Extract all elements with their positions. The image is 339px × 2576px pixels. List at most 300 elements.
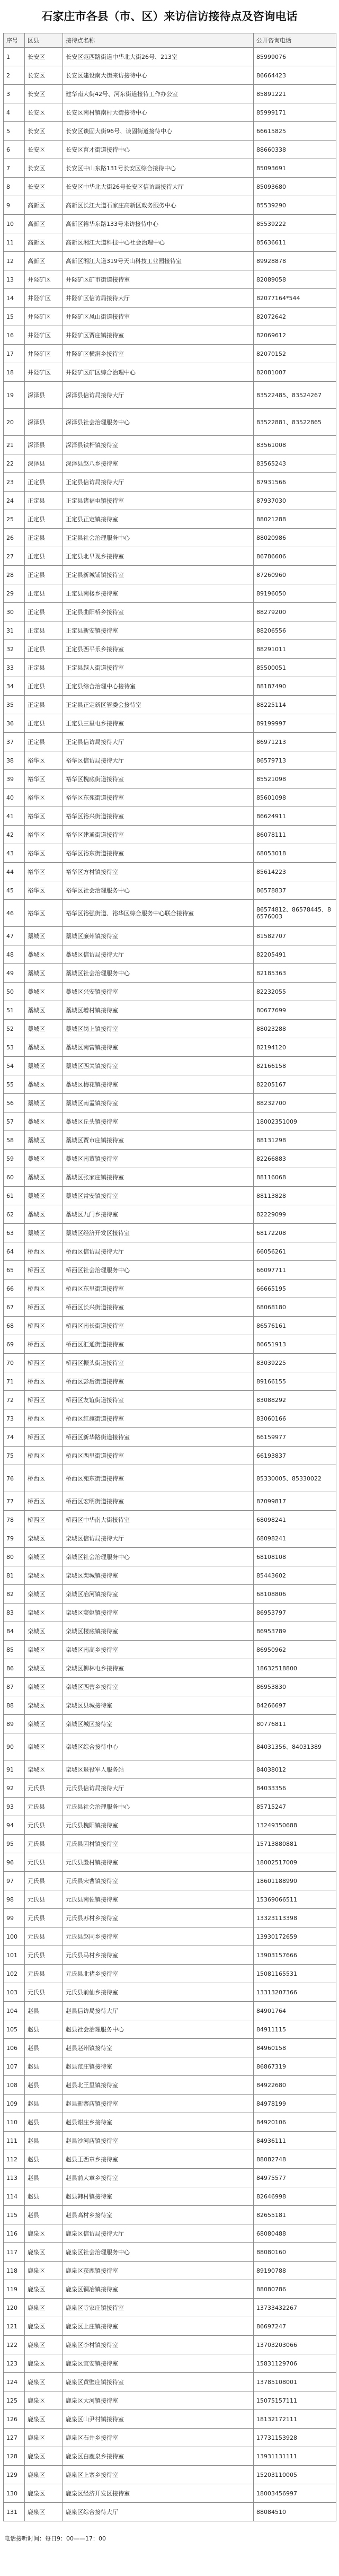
cell-office-name: 桥西区红旗街道接待室 [63,1409,254,1428]
cell-phone: 15831129706 [254,2354,336,2373]
cell-index: 44 [4,863,25,881]
cell-phone: 66056261 [254,1242,336,1261]
table-row [4,122,336,141]
cell-index: 121 [4,2317,25,2336]
cell-office-name: 裕华区方村镇接待室 [63,863,254,881]
cell-district: 鹿泉区 [25,2410,63,2429]
cell-district: 桥西区 [25,1391,63,1409]
cell-office-name: 栾城区社会治理服务中心 [63,1548,254,1566]
cell-office-name: 栾城区县城接待室 [63,1696,254,1715]
cell-phone: 85715247 [254,1798,336,1816]
table-row [4,2020,336,2039]
cell-index: 55 [4,1075,25,1094]
cell-office-name: 藁城区经济开发区接待室 [63,1224,254,1242]
cell-district: 赵县 [25,2206,63,2224]
cell-phone: 86953789 [254,1622,336,1641]
table-row [4,1150,336,1168]
cell-district: 井陉矿区 [25,363,63,382]
cell-index: 128 [4,2447,25,2466]
table-row [4,252,336,270]
cell-index: 23 [4,473,25,492]
cell-index: 113 [4,2169,25,2187]
cell-office-name: 裕华区社会治理服务中心 [63,881,254,900]
table-row [4,1890,336,1909]
cell-phone: 89196050 [254,584,336,603]
cell-office-name: 赵县韩村镇接待室 [63,2187,254,2206]
cell-phone: 85999171 [254,103,336,122]
cell-index: 123 [4,2354,25,2373]
cell-phone: 68080488 [254,2224,336,2243]
cell-index: 35 [4,696,25,714]
table-row [4,345,336,363]
cell-district: 桥西区 [25,1372,63,1391]
cell-district: 鹿泉区 [25,2299,63,2317]
cell-index: 48 [4,945,25,964]
cell-phone: 13733432267 [254,2299,336,2317]
table-row [4,2373,336,2391]
table-row [4,566,336,584]
cell-district: 桥西区 [25,1409,63,1428]
cell-district: 藁城区 [25,1168,63,1187]
table-row [4,1909,336,1927]
table-row [4,1168,336,1187]
cell-district: 长安区 [25,178,63,196]
cell-office-name: 桥西区彭后街道接待室 [63,1372,254,1391]
cell-index: 29 [4,584,25,603]
table-row [4,1057,336,1075]
cell-index: 20 [4,409,25,436]
table-row [4,2391,336,2410]
cell-office-name: 长安区育才街道接待中心 [63,141,254,159]
cell-district: 正定县 [25,492,63,510]
table-row [4,1094,336,1112]
table-row [4,1585,336,1604]
cell-office-name: 桥西区宏明街道接待室 [63,1492,254,1511]
cell-index: 66 [4,1280,25,1298]
cell-phone: 81582707 [254,927,336,945]
cell-index: 4 [4,103,25,122]
cell-index: 40 [4,788,25,807]
table-row [4,85,336,103]
cell-office-name: 鹿泉区上庄镇接待室 [63,2317,254,2336]
table-row [4,1779,336,1798]
cell-index: 80 [4,1548,25,1566]
table-row [4,1760,336,1779]
cell-phone: 13313207366 [254,1983,336,2002]
cell-office-name: 藁城区丘头镇接待室 [63,1112,254,1131]
cell-phone: 82072642 [254,308,336,326]
reception-table [3,33,336,2521]
cell-index: 77 [4,1492,25,1511]
table-row [4,270,336,289]
cell-phone: 82077164*544 [254,289,336,308]
table-row [4,945,336,964]
cell-office-name: 元氏县因村镇接待室 [63,1835,254,1853]
table-row [4,696,336,714]
cell-district: 井陉矿区 [25,270,63,289]
table-row [4,1242,336,1261]
cell-phone: 82266883 [254,1150,336,1168]
cell-phone: 84978199 [254,2095,336,2113]
table-row [4,2095,336,2113]
cell-district: 藁城区 [25,1187,63,1205]
cell-office-name: 赵县新寨店镇接待室 [63,2095,254,2113]
cell-office-name: 高新区湘江大道319号天山科技工业园接待室 [63,252,254,270]
table-row [4,1075,336,1094]
cell-office-name: 裕华区东苑街道接待室 [63,788,254,807]
cell-district: 栾城区 [25,1696,63,1715]
cell-district: 正定县 [25,603,63,621]
cell-index: 38 [4,751,25,770]
cell-district: 正定县 [25,621,63,640]
table-row [4,927,336,945]
cell-district: 藁城区 [25,1038,63,1057]
table-row [4,770,336,788]
cell-office-name: 建华南大街42号、河东街道接待工作办公室 [63,85,254,103]
cell-district: 正定县 [25,566,63,584]
cell-index: 45 [4,881,25,900]
cell-phone: 13785108001 [254,2373,336,2391]
cell-phone: 82229099 [254,1205,336,1224]
cell-district: 赵县 [25,2095,63,2113]
cell-office-name: 鹿泉区宜安镇接待室 [63,2354,254,2373]
cell-district: 裕华区 [25,881,63,900]
cell-office-name: 正定县正定新区管委会接待室 [63,696,254,714]
cell-district: 高新区 [25,215,63,233]
cell-district: 元氏县 [25,1909,63,1927]
cell-district: 藁城区 [25,1075,63,1094]
cell-phone: 88084510 [254,2503,336,2521]
cell-office-name: 桥西区友谊街道接待室 [63,1391,254,1409]
cell-office-name: 鹿泉区铜冶镇接待室 [63,2280,254,2299]
cell-phone: 80776811 [254,1715,336,1733]
table-row [4,1038,336,1057]
cell-district: 桥西区 [25,1261,63,1280]
table-row [4,141,336,159]
cell-district: 桥西区 [25,1465,63,1492]
cell-phone: 15075157111 [254,2391,336,2410]
cell-index: 12 [4,252,25,270]
cell-phone: 13931131111 [254,2447,336,2466]
cell-phone: 13249350688 [254,1816,336,1835]
table-row [4,1946,336,1965]
cell-phone: 88023288 [254,1020,336,1038]
cell-office-name: 鹿泉区寺家庄镇接待室 [63,2299,254,2317]
cell-office-name: 元氏县殷村镇接待室 [63,1853,254,1872]
table-row [4,1428,336,1447]
cell-index: 50 [4,983,25,1001]
cell-index: 31 [4,621,25,640]
cell-phone: 83522485、83524267 [254,382,336,409]
cell-index: 75 [4,1447,25,1465]
cell-district: 藁城区 [25,1150,63,1168]
cell-index: 79 [4,1529,25,1548]
cell-office-name: 鹿泉区信访局接待大厅 [63,2224,254,2243]
cell-office-name: 藁城区张家庄镇接待室 [63,1168,254,1187]
table-row [4,196,336,215]
cell-phone: 85539290 [254,196,336,215]
cell-phone: 86950962 [254,1641,336,1659]
cell-district: 栾城区 [25,1760,63,1779]
cell-office-name: 元氏县北褚乡接待室 [63,1965,254,1983]
cell-district: 裕华区 [25,900,63,927]
cell-index: 97 [4,1872,25,1890]
cell-office-name: 栾城区信访局接待大厅 [63,1529,254,1548]
cell-phone: 88232700 [254,1094,336,1112]
cell-index: 96 [4,1853,25,1872]
cell-district: 藁城区 [25,983,63,1001]
cell-phone: 86953797 [254,1604,336,1622]
cell-phone: 82081007 [254,363,336,382]
cell-index: 81 [4,1566,25,1585]
cell-district: 正定县 [25,640,63,659]
cell-office-name: 赵县社会治理服务中心 [63,2020,254,2039]
table-row [4,233,336,252]
cell-phone: 86078111 [254,826,336,844]
cell-office-name: 鹿泉区上寨乡接待室 [63,2466,254,2484]
cell-index: 3 [4,85,25,103]
cell-district: 鹿泉区 [25,2503,63,2521]
cell-index: 33 [4,659,25,677]
table-row [4,881,336,900]
cell-district: 藁城区 [25,1001,63,1020]
cell-district: 桥西区 [25,1511,63,1529]
table-row [4,1354,336,1372]
cell-office-name: 赵县沙河店镇接待室 [63,2132,254,2150]
cell-district: 元氏县 [25,1890,63,1909]
cell-index: 117 [4,2243,25,2262]
table-row [4,1112,336,1131]
cell-district: 赵县 [25,2002,63,2020]
cell-office-name: 元氏县马村乡接待室 [63,1946,254,1965]
table-row [4,844,336,863]
cell-index: 52 [4,1020,25,1038]
cell-office-name: 藁城区贾市庄镇接待室 [63,1131,254,1150]
table-row [4,1566,336,1585]
cell-office-name: 正定县三里屯乡接待室 [63,714,254,733]
cell-index: 17 [4,345,25,363]
cell-district: 鹿泉区 [25,2280,63,2299]
cell-phone: 83522881、83522865 [254,409,336,436]
cell-district: 井陉矿区 [25,289,63,308]
cell-district: 元氏县 [25,1798,63,1816]
table-row [4,382,336,409]
cell-district: 藁城区 [25,945,63,964]
cell-phone: 84975577 [254,2169,336,2187]
cell-index: 5 [4,122,25,141]
table-header-row [4,33,336,48]
cell-phone: 85601098 [254,788,336,807]
cell-phone: 84031356、84031389 [254,1733,336,1760]
cell-index: 39 [4,770,25,788]
cell-phone: 68098241 [254,1511,336,1529]
table-row [4,603,336,621]
cell-district: 鹿泉区 [25,2262,63,2280]
cell-index: 60 [4,1168,25,1187]
cell-phone: 88082748 [254,2150,336,2169]
cell-index: 82 [4,1585,25,1604]
cell-phone: 88279200 [254,603,336,621]
cell-district: 高新区 [25,233,63,252]
cell-office-name: 栾城区楼底镇接待室 [63,1622,254,1641]
cell-index: 91 [4,1760,25,1779]
cell-phone: 88080160 [254,2243,336,2262]
cell-index: 16 [4,326,25,345]
cell-office-name: 深泽县赵八乡接待室 [63,454,254,473]
cell-office-name: 长安区范西路街道中华北大街26号、213室 [63,48,254,66]
cell-phone: 85999076 [254,48,336,66]
cell-office-name: 桥西区新华路街道接待室 [63,1428,254,1447]
cell-district: 桥西区 [25,1354,63,1372]
cell-office-name: 元氏县槐阳镇接待室 [63,1816,254,1835]
table-row [4,1529,336,1548]
table-row [4,510,336,529]
cell-index: 124 [4,2373,25,2391]
cell-phone: 88225114 [254,696,336,714]
cell-phone: 85521098 [254,770,336,788]
table-row [4,1798,336,1816]
cell-phone: 66159977 [254,1428,336,1447]
cell-index: 28 [4,566,25,584]
table-row [4,1715,336,1733]
cell-index: 9 [4,196,25,215]
cell-district: 深泽县 [25,382,63,409]
cell-district: 栾城区 [25,1585,63,1604]
cell-index: 116 [4,2224,25,2243]
table-row [4,1020,336,1038]
cell-office-name: 桥西区中华南大街接待室 [63,1511,254,1529]
table-row [4,1983,336,2002]
cell-district: 藁城区 [25,1057,63,1075]
cell-office-name: 鹿泉区经济开发区接待室 [63,2484,254,2503]
cell-index: 114 [4,2187,25,2206]
cell-district: 元氏县 [25,1779,63,1798]
table-row [4,2317,336,2336]
cell-phone: 86576161 [254,1317,336,1335]
cell-phone: 84038012 [254,1760,336,1779]
table-row [4,2224,336,2243]
cell-index: 86 [4,1659,25,1678]
cell-district: 鹿泉区 [25,2447,63,2466]
cell-index: 58 [4,1131,25,1150]
cell-office-name: 桥西区信访局接待大厅 [63,1242,254,1261]
table-row [4,2280,336,2299]
table-row [4,1733,336,1760]
cell-district: 长安区 [25,85,63,103]
cell-office-name: 井陉矿区横涧乡接待室 [63,345,254,363]
cell-index: 56 [4,1094,25,1112]
cell-district: 正定县 [25,547,63,566]
cell-district: 正定县 [25,473,63,492]
cell-office-name: 鹿泉区综合接待大厅 [63,2503,254,2521]
cell-phone: 85891221 [254,85,336,103]
cell-district: 裕华区 [25,863,63,881]
cell-office-name: 赵县北王里镇接待室 [63,2076,254,2095]
table-row [4,2206,336,2224]
cell-index: 107 [4,2057,25,2076]
cell-office-name: 赵县高村乡接待室 [63,2206,254,2224]
cell-district: 藁城区 [25,1094,63,1112]
cell-district: 元氏县 [25,1835,63,1853]
table-row [4,1224,336,1242]
cell-phone: 17731153928 [254,2429,336,2447]
cell-phone: 82185363 [254,964,336,983]
cell-office-name: 井陉矿区贾庄镇接待室 [63,326,254,345]
cell-index: 105 [4,2020,25,2039]
cell-office-name: 栾城区城区接待室 [63,1715,254,1733]
cell-district: 元氏县 [25,1965,63,1983]
table-row [4,529,336,547]
cell-phone: 84033356 [254,1779,336,1798]
table-row [4,733,336,751]
cell-phone: 87937030 [254,492,336,510]
cell-district: 长安区 [25,159,63,178]
cell-index: 78 [4,1511,25,1529]
cell-phone: 86971213 [254,733,336,751]
cell-phone: 87931566 [254,473,336,492]
table-row [4,1696,336,1715]
cell-office-name: 桥西区苑东街道接待室 [63,1465,254,1492]
cell-district: 深泽县 [25,409,63,436]
table-row [4,640,336,659]
cell-index: 71 [4,1372,25,1391]
table-row [4,1447,336,1465]
cell-phone: 84936111 [254,2132,336,2150]
cell-district: 桥西区 [25,1428,63,1447]
cell-phone: 82646998 [254,2187,336,2206]
cell-index: 115 [4,2206,25,2224]
cell-office-name: 藁城区南董镇接待室 [63,1150,254,1168]
cell-phone: 80677699 [254,1001,336,1020]
cell-index: 11 [4,233,25,252]
cell-office-name: 鹿泉区获鹿镇接待室 [63,2262,254,2280]
cell-phone: 88021288 [254,510,336,529]
cell-district: 正定县 [25,584,63,603]
table-row [4,2113,336,2132]
cell-district: 赵县 [25,2076,63,2095]
table-row [4,1001,336,1020]
cell-index: 76 [4,1465,25,1492]
cell-index: 41 [4,807,25,826]
cell-office-name: 鹿泉区白鹿泉乡接待室 [63,2447,254,2466]
cell-phone: 86578837 [254,881,336,900]
cell-phone: 83561008 [254,436,336,454]
cell-office-name: 赵县前大章乡接待室 [63,2169,254,2187]
cell-district: 藁城区 [25,1112,63,1131]
cell-index: 53 [4,1038,25,1057]
cell-phone: 15713880881 [254,1835,336,1853]
cell-index: 111 [4,2132,25,2150]
cell-phone: 85500051 [254,659,336,677]
cell-district: 藁城区 [25,1224,63,1242]
cell-office-name: 裕华区建通街道接待室 [63,826,254,844]
table-row [4,1372,336,1391]
cell-office-name: 鹿泉区李村镇接待室 [63,2336,254,2354]
cell-office-name: 桥西区南长街道接待室 [63,1317,254,1335]
cell-district: 栾城区 [25,1548,63,1566]
cell-district: 赵县 [25,2113,63,2132]
cell-index: 25 [4,510,25,529]
table-row [4,326,336,345]
cell-index: 119 [4,2280,25,2299]
cell-office-name: 赵县谢庄乡接待室 [63,2113,254,2132]
cell-phone: 88131298 [254,1131,336,1150]
cell-index: 7 [4,159,25,178]
cell-district: 赵县 [25,2169,63,2187]
cell-phone: 85093680 [254,178,336,196]
cell-phone: 66615825 [254,122,336,141]
table-row [4,1335,336,1354]
